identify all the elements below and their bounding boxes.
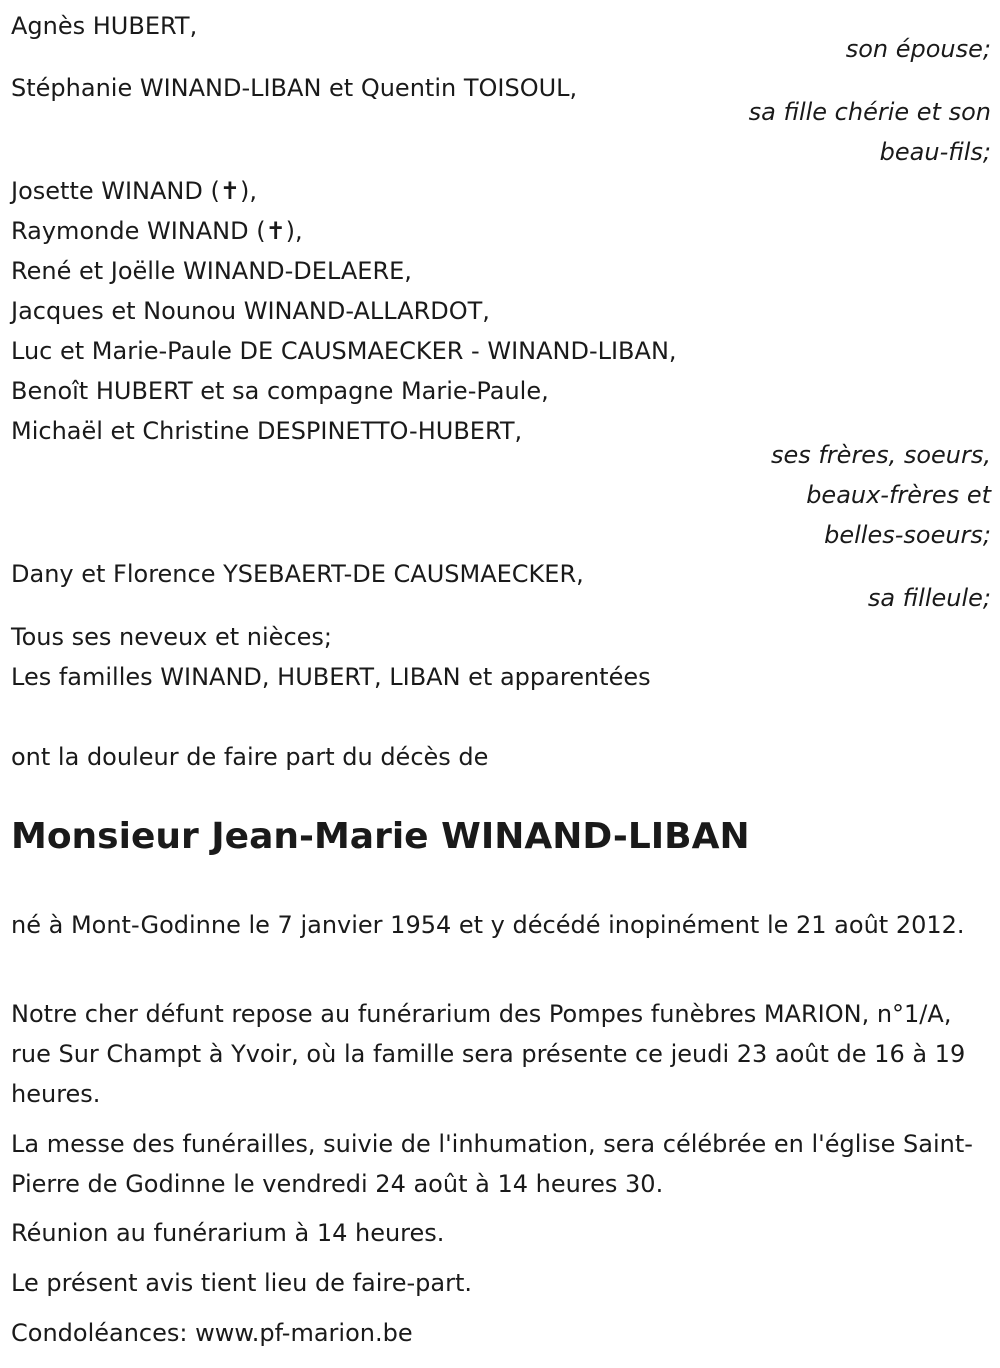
goddaughter-name: Dany et Florence YSEBAERT-DE CAUSMAECKER,: [11, 560, 584, 588]
daughter-relation-line2: beau-fils;: [879, 138, 991, 166]
nephews-line: Tous ses neveux et nièces;: [11, 623, 332, 651]
announcement-text: ont la douleur de faire part du décès de: [11, 743, 489, 771]
condolences-paragraph: Condoléances: www.pf-marion.be: [11, 1319, 413, 1347]
siblings-relation-line1: ses frères, soeurs,: [770, 441, 991, 469]
sibling-entry: Josette WINAND (✝),: [11, 177, 257, 205]
goddaughter-relation: sa filleule;: [867, 584, 991, 612]
spouse-relation: son épouse;: [845, 35, 991, 63]
sibling-entry: Michaël et Christine DESPINETTO-HUBERT,: [11, 417, 523, 445]
notice-paragraph: Le présent avis tient lieu de faire-part.: [11, 1269, 473, 1297]
deceased-name: Monsieur Jean-Marie WINAND-LIBAN: [11, 816, 750, 857]
birth-death-paragraph: né à Mont-Godinne le 7 janvier 1954 et y décédé inopinément le 21 août 2012.: [11, 911, 965, 939]
families-line: Les familles WINAND, HUBERT, LIBAN et apparentées: [11, 663, 651, 691]
daughter-relation-line1: sa fille chérie et son: [748, 98, 991, 126]
sibling-entry: René et Joëlle WINAND-DELAERE,: [11, 257, 412, 285]
spouse-name: Agnès HUBERT,: [11, 12, 198, 40]
daughter-name: Stéphanie WINAND-LIBAN et Quentin TOISOUL,: [11, 74, 578, 102]
sibling-entry: Benoît HUBERT et sa compagne Marie-Paule,: [11, 377, 549, 405]
rest-paragraph: Notre cher défunt repose au funérarium des Pompes funèbres MARION, n°1/A, rue Sur Champt à Yvoir, où la famille sera présente ce jeudi 23 août de 16 à 19 heures.: [11, 1000, 966, 1108]
sibling-entry: Jacques et Nounou WINAND-ALLARDOT,: [11, 297, 490, 325]
sibling-entry: Luc et Marie-Paule DE CAUSMAECKER - WINAND-LIBAN,: [11, 337, 677, 365]
meeting-paragraph: Réunion au funérarium à 14 heures.: [11, 1219, 445, 1247]
sibling-entry: Raymonde WINAND (✝),: [11, 217, 303, 245]
siblings-relation-line3: belles-soeurs;: [824, 521, 991, 549]
siblings-relation-line2: beaux-frères et: [806, 481, 991, 509]
mass-paragraph: La messe des funérailles, suivie de l'inhumation, sera célébrée en l'église Saint-Pierre de Godinne le vendredi 24 août à 14 heures 30.: [11, 1130, 973, 1198]
